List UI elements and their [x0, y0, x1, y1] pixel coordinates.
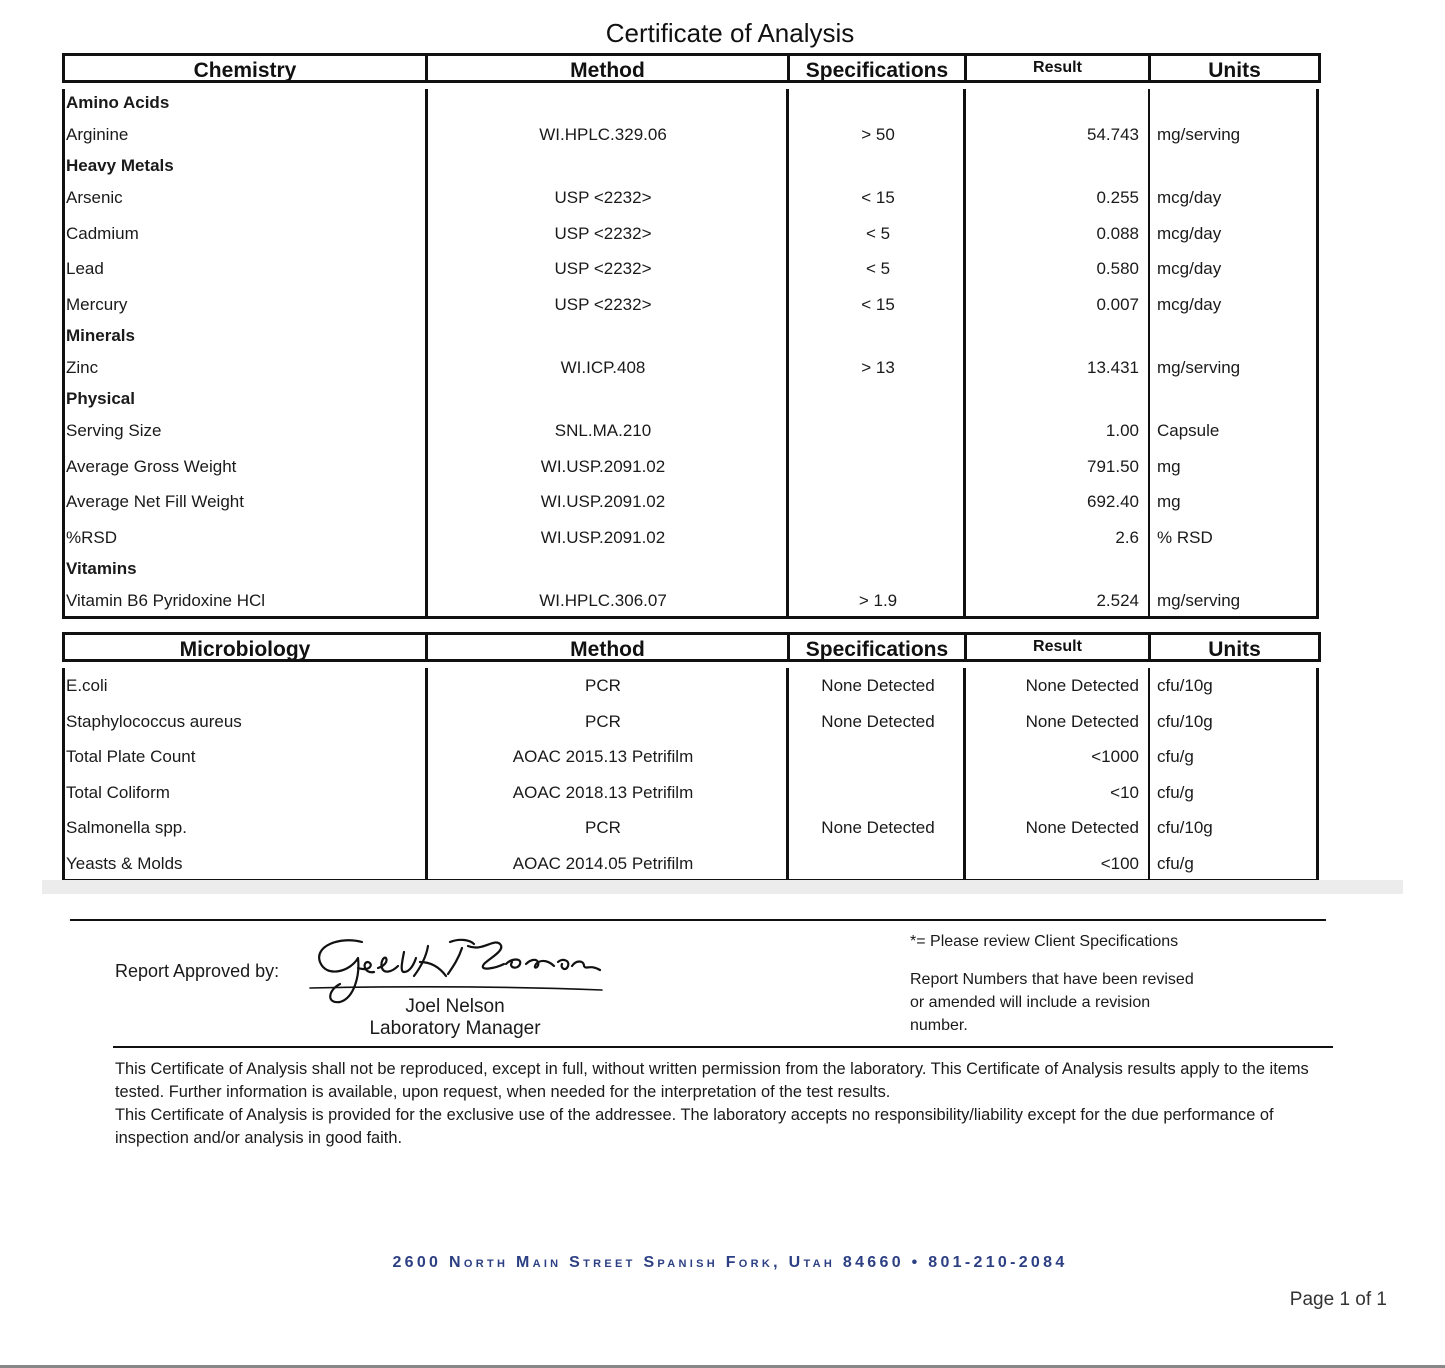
- lab-address: 2600 North Main Street Spanish Fork, Utah 84660 • 801-210-2084: [392, 1254, 1068, 1271]
- table-row: [65, 484, 1316, 519]
- result-cell: 791.50: [1087, 456, 1139, 476]
- table-row: [65, 350, 1316, 385]
- result-cell: 1.00: [1105, 421, 1139, 441]
- table-row: [65, 846, 1316, 882]
- table-row: [65, 449, 1316, 484]
- category-row: [65, 385, 1316, 413]
- method-cell: USP <2232>: [554, 259, 652, 279]
- table-row: [65, 180, 1316, 215]
- result-cell: None Detected: [1025, 676, 1139, 695]
- table-row: [65, 287, 1316, 322]
- analyte-name: Lead: [66, 259, 104, 279]
- signer-name: Joel Nelson: [405, 996, 505, 1017]
- analyte-name: Salmonella spp.: [66, 818, 187, 838]
- header-chemistry: Chemistry: [62, 53, 425, 83]
- units-cell: mcg/day: [1157, 188, 1222, 208]
- signer-title: Laboratory Manager: [369, 1018, 541, 1039]
- result-cell: <10: [1110, 782, 1139, 802]
- page-number: Page 1 of 1: [1289, 1289, 1387, 1310]
- analyte-name: Vitamin B6 Pyridoxine HCl: [66, 590, 266, 610]
- analyte-name: Mercury: [66, 294, 128, 314]
- result-cell: <1000: [1091, 747, 1139, 767]
- result-cell: 54.743: [1087, 125, 1139, 144]
- result-cell: 0.007: [1096, 294, 1139, 314]
- specification-cell: > 50: [861, 125, 895, 144]
- category-label: Minerals: [66, 325, 135, 345]
- table-row: [65, 775, 1316, 811]
- analyte-name: Total Plate Count: [66, 747, 196, 767]
- table-row: [65, 251, 1316, 286]
- table-row: [65, 739, 1316, 775]
- separator-band: [42, 880, 1403, 894]
- units-cell: cfu/10g: [1157, 676, 1213, 695]
- specification-cell: None Detected: [821, 711, 935, 731]
- method-cell: PCR: [585, 818, 621, 838]
- category-label: Heavy Metals: [66, 156, 174, 176]
- analyte-name: Staphylococcus aureus: [66, 711, 242, 731]
- revision-note: Report Numbers that have been revised or amended will include a revision number.: [910, 971, 1194, 1034]
- method-cell: SNL.MA.210: [554, 421, 652, 441]
- category-row: [65, 322, 1316, 350]
- table-row: [65, 810, 1316, 846]
- units-cell: mg: [1157, 456, 1181, 476]
- units-cell: % RSD: [1157, 527, 1213, 547]
- approved-by-label: Report Approved by:: [115, 961, 280, 981]
- header-units: Units: [1148, 53, 1321, 83]
- analyte-name: Yeasts & Molds: [66, 853, 183, 873]
- divider-rule: [70, 919, 1326, 921]
- method-cell: WI.USP.2091.02: [540, 527, 666, 547]
- disclaimer-paragraph: This Certificate of Analysis is provided for the exclusive use of the addressee. The laboratory accepts no responsibility/liability except for the due performance of inspection and/or analysis in good faith.: [115, 1106, 1274, 1147]
- chemistry-table-header: [62, 53, 1321, 83]
- units-cell: cfu/g: [1157, 782, 1194, 802]
- units-cell: mcg/day: [1157, 223, 1222, 243]
- header-specifications: Specifications: [787, 53, 964, 83]
- units-cell: mcg/day: [1157, 259, 1222, 279]
- method-cell: USP <2232>: [554, 223, 652, 243]
- table-row: [65, 216, 1316, 251]
- result-cell: 2.524: [1096, 590, 1139, 610]
- units-cell: mg/serving: [1157, 357, 1241, 377]
- units-cell: cfu/g: [1157, 853, 1194, 873]
- method-cell: WI.HPLC.306.07: [539, 590, 667, 610]
- chemistry-table-body: [62, 89, 1319, 619]
- method-cell: AOAC 2015.13 Petrifilm: [512, 747, 694, 767]
- header-result: Result: [964, 53, 1148, 83]
- analyte-name: Average Net Fill Weight: [66, 492, 244, 512]
- result-cell: 0.088: [1096, 223, 1139, 243]
- divider-rule: [113, 1046, 1333, 1048]
- units-cell: mcg/day: [1157, 294, 1222, 314]
- result-cell: <100: [1100, 853, 1139, 873]
- header-method: Method: [425, 632, 787, 662]
- analyte-name: Total Coliform: [66, 782, 170, 802]
- header-specifications: Specifications: [787, 632, 964, 662]
- specification-cell: > 13: [861, 357, 895, 377]
- analyte-name: Serving Size: [66, 421, 162, 441]
- analyte-name: Cadmium: [66, 223, 139, 243]
- result-cell: 0.580: [1096, 259, 1139, 279]
- header-microbiology: Microbiology: [62, 632, 425, 662]
- method-cell: AOAC 2014.05 Petrifilm: [512, 853, 694, 873]
- chemistry-table: [62, 53, 1321, 610]
- category-label: Vitamins: [66, 558, 137, 578]
- result-cell: None Detected: [1025, 711, 1139, 731]
- units-cell: cfu/g: [1157, 747, 1194, 767]
- table-row: [65, 520, 1316, 555]
- analyte-name: E.coli: [66, 676, 108, 695]
- header-result: Result: [964, 632, 1148, 662]
- microbiology-table-header: [62, 632, 1321, 662]
- header-method: Method: [425, 53, 787, 83]
- specification-cell: > 1.9: [858, 590, 898, 610]
- table-row: [65, 668, 1316, 704]
- analyte-name: Arsenic: [66, 188, 123, 208]
- document-title: Certificate of Analysis: [605, 18, 855, 48]
- units-cell: mg: [1157, 492, 1181, 512]
- specification-cell: < 5: [865, 223, 891, 243]
- category-label: Amino Acids: [66, 93, 170, 112]
- specification-cell: None Detected: [821, 818, 935, 838]
- category-label: Physical: [66, 389, 135, 409]
- result-cell: 692.40: [1087, 492, 1139, 512]
- table-row: [65, 704, 1316, 740]
- disclaimer-paragraph: This Certificate of Analysis shall not be reproduced, except in full, without written permission from the laboratory. This Certificate of Analysis results apply to the items tested. Further information is available, upon request, when needed for the interpretation of the test results.: [115, 1060, 1309, 1101]
- result-cell: 13.431: [1087, 357, 1139, 377]
- table-row: [65, 117, 1316, 152]
- units-cell: cfu/10g: [1157, 711, 1213, 731]
- specification-cell: < 5: [865, 259, 891, 279]
- analyte-name: Average Gross Weight: [66, 456, 237, 476]
- microbiology-rows: [65, 668, 1316, 882]
- result-cell: 2.6: [1115, 527, 1139, 547]
- chemistry-rows: [65, 89, 1316, 618]
- units-cell: mg/serving: [1157, 125, 1241, 144]
- units-cell: mg/serving: [1157, 590, 1241, 610]
- method-cell: USP <2232>: [554, 188, 652, 208]
- method-cell: WI.USP.2091.02: [540, 492, 666, 512]
- units-cell: Capsule: [1157, 421, 1220, 441]
- category-row: [65, 152, 1316, 180]
- analyte-name: Zinc: [66, 357, 99, 377]
- units-cell: cfu/10g: [1157, 818, 1213, 838]
- result-cell: 0.255: [1096, 188, 1139, 208]
- specification-cell: None Detected: [821, 676, 935, 695]
- analyte-name: %RSD: [66, 527, 118, 547]
- table-row: [65, 583, 1316, 618]
- specification-cell: < 15: [861, 188, 895, 208]
- method-cell: WI.ICP.408: [560, 357, 646, 377]
- analyte-name: Arginine: [66, 125, 129, 144]
- category-row: [65, 555, 1316, 583]
- disclaimer: [115, 1058, 1330, 1150]
- microbiology-table: [62, 632, 1321, 873]
- header-units: Units: [1148, 632, 1321, 662]
- table-row: [65, 413, 1316, 448]
- method-cell: PCR: [585, 676, 621, 695]
- specification-cell: < 15: [861, 294, 895, 314]
- method-cell: WI.USP.2091.02: [540, 456, 666, 476]
- method-cell: WI.HPLC.329.06: [539, 125, 667, 144]
- method-cell: USP <2232>: [554, 294, 652, 314]
- category-row: [65, 89, 1316, 117]
- method-cell: PCR: [585, 711, 621, 731]
- method-cell: AOAC 2018.13 Petrifilm: [512, 782, 694, 802]
- client-spec-note: *= Please review Client Specifications: [910, 933, 1179, 950]
- result-cell: None Detected: [1025, 818, 1139, 838]
- microbiology-table-body: [62, 668, 1319, 882]
